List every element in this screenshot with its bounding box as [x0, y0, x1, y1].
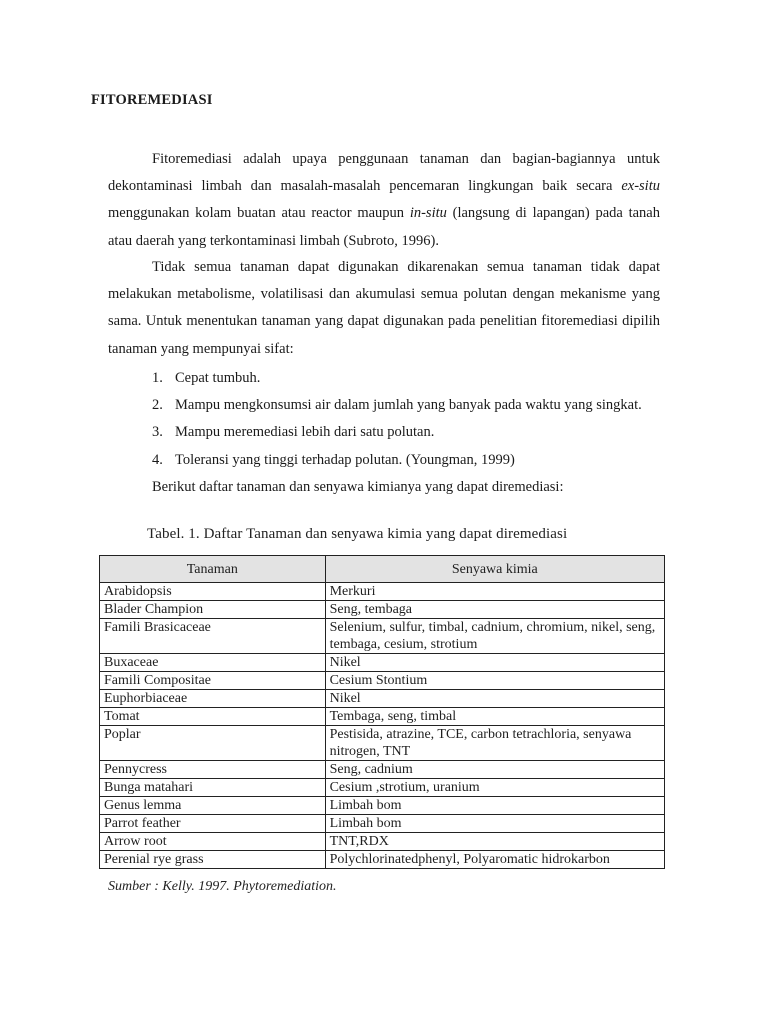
cell-compound: Seng, tembaga: [325, 601, 664, 619]
plants-table: [99, 555, 665, 869]
cell-compound: Merkuri: [325, 583, 664, 601]
cell-plant: Bunga matahari: [100, 779, 326, 797]
table-row: [100, 654, 665, 672]
table-intro-text: Berikut daftar tanaman dan senyawa kimianya yang dapat diremediasi:: [152, 479, 564, 495]
paragraph-plant-selection: [108, 254, 660, 363]
list-item-number: 3.: [152, 424, 163, 441]
cell-plant: Pennycress: [100, 761, 326, 779]
cell-plant: Arabidopsis: [100, 583, 326, 601]
cell-plant: Genus lemma: [100, 797, 326, 815]
paragraph-definition-text-a: Fitoremediasi adalah upaya penggunaan tanaman dan bagian-bagiannya untuk dekontaminasi limbah dan masalah-masalah pencemaran lingkungan baik secara: [108, 151, 660, 195]
list-item: [152, 392, 642, 419]
paragraph-definition: [108, 146, 660, 255]
table-caption: Tabel. 1. Daftar Tanaman dan senyawa kimia yang dapat diremediasi: [147, 526, 568, 542]
cell-plant: Arrow root: [100, 833, 326, 851]
cell-compound: TNT,RDX: [325, 833, 664, 851]
table-row: [100, 797, 665, 815]
plant-properties-list: [152, 365, 642, 474]
list-item-text: Mampu mengkonsumsi air dalam jumlah yang banyak pada waktu yang singkat.: [175, 397, 642, 414]
table-row: [100, 815, 665, 833]
cell-compound: Nikel: [325, 690, 664, 708]
cell-compound: Seng, cadnium: [325, 761, 664, 779]
cell-compound: Tembaga, seng, timbal: [325, 708, 664, 726]
cell-compound: Pestisida, atrazine, TCE, carbon tetrachloria, senyawa nitrogen, TNT: [325, 726, 664, 761]
term-in-situ: in-situ: [409, 205, 447, 222]
list-item-number: 4.: [152, 451, 163, 468]
paragraph-plant-selection-text: Tidak semua tanaman dapat digunakan dikarenakan semua tanaman tidak dapat melakukan metabolisme, volatilisasi dan akumulasi semua polutan dengan mekanisme yang sama. Untuk menentukan tanaman yang dapat digunakan pada penelitian fitoremediasi dipilih tanaman yang mempunyai sifat:: [108, 259, 660, 357]
header-tanaman: Tanaman: [100, 556, 326, 583]
term-ex-situ: ex-situ: [621, 178, 660, 195]
cell-compound: Polychlorinatedphenyl, Polyaromatic hidrokarbon: [325, 851, 664, 869]
table-row: [100, 583, 665, 601]
table-row: [100, 601, 665, 619]
table-source: Sumber : Kelly. 1997. Phytoremediation.: [108, 879, 337, 894]
table-row: [100, 779, 665, 797]
table-row: [100, 708, 665, 726]
cell-plant: Famili Compositae: [100, 672, 326, 690]
list-item: [152, 365, 642, 392]
cell-compound: Limbah bom: [325, 797, 664, 815]
paragraph-definition-text-c: (langsung di lapangan) pada tanah atau daerah yang terkontaminasi limbah (Subroto, 1996).: [108, 205, 660, 249]
table-row: [100, 672, 665, 690]
list-item: [152, 419, 642, 446]
table-header-row: [100, 556, 665, 583]
cell-compound: Nikel: [325, 654, 664, 672]
list-item-text: Mampu meremediasi lebih dari satu polutan.: [175, 424, 435, 441]
list-item-text: Cepat tumbuh.: [175, 370, 261, 386]
table-row: [100, 761, 665, 779]
list-item: [152, 447, 642, 474]
cell-compound: Selenium, sulfur, timbal, cadnium, chromium, nikel, seng, tembaga, cesium, strotium: [325, 619, 664, 654]
table-row: [100, 619, 665, 654]
list-item-number: 1.: [152, 370, 163, 386]
table-row: [100, 690, 665, 708]
table-row: [100, 851, 665, 869]
cell-plant: Euphorbiaceae: [100, 690, 326, 708]
cell-compound: Limbah bom: [325, 815, 664, 833]
table-row: [100, 726, 665, 761]
cell-plant: Famili Brasicaceae: [100, 619, 326, 654]
list-item-number: 2.: [152, 397, 163, 414]
cell-plant: Tomat: [100, 708, 326, 726]
list-item-text: Toleransi yang tinggi terhadap polutan. (Youngman, 1999): [175, 451, 515, 468]
cell-plant: Blader Champion: [100, 601, 326, 619]
cell-plant: Buxaceae: [100, 654, 326, 672]
section-heading: FITOREMEDIASI: [91, 92, 213, 108]
cell-compound: Cesium ,strotium, uranium: [325, 779, 664, 797]
cell-plant: Parrot feather: [100, 815, 326, 833]
cell-plant: Poplar: [100, 726, 326, 761]
header-senyawa-kimia: Senyawa kimia: [325, 556, 664, 583]
paragraph-definition-text-b: menggunakan kolam buatan atau reactor maupun: [108, 205, 410, 222]
cell-plant: Perenial rye grass: [100, 851, 326, 869]
cell-compound: Cesium Stontium: [325, 672, 664, 690]
table-row: [100, 833, 665, 851]
